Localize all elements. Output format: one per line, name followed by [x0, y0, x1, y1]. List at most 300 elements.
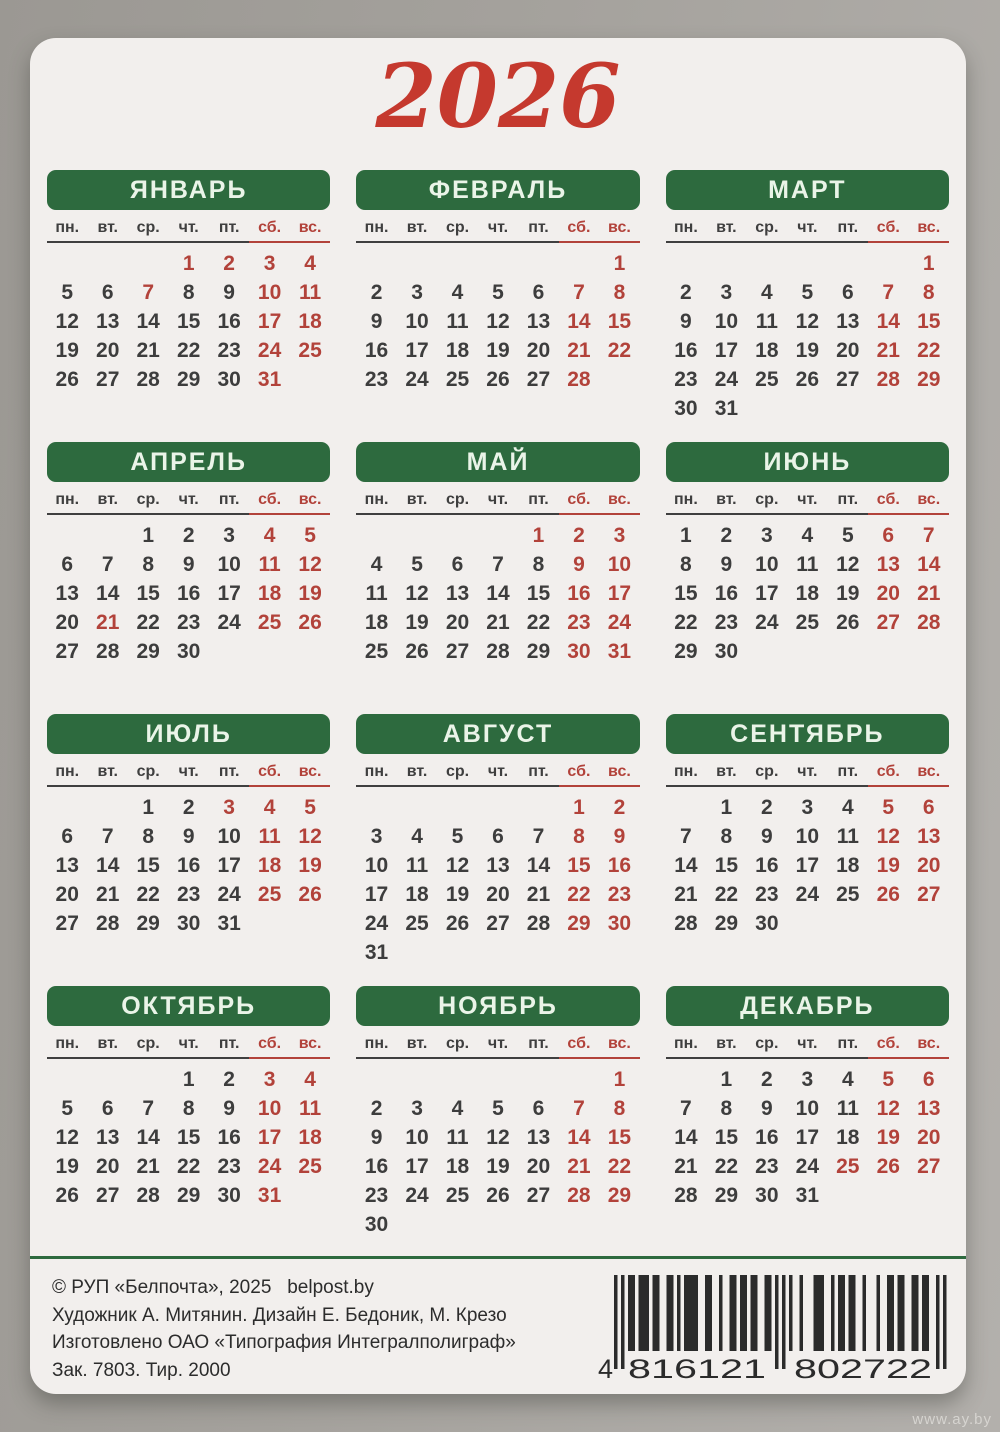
day-cell: 31: [714, 396, 739, 420]
weekday-label: чт.: [478, 491, 518, 515]
barcode-digits: 816121: [628, 1354, 766, 1383]
day-cell: 22: [136, 610, 160, 634]
empty-cell: [868, 249, 908, 278]
barcode-digits: 802722: [794, 1354, 932, 1383]
day-cell: 7: [573, 280, 585, 304]
day-cell: 9: [720, 552, 733, 576]
day-cell: 25: [445, 367, 470, 391]
day-cell: 18: [298, 309, 322, 333]
day-cell: 9: [761, 1096, 773, 1120]
day-cell: 10: [795, 824, 819, 848]
day-cell: 15: [607, 309, 632, 333]
day-cell: 29: [176, 367, 201, 391]
day-cell: 11: [258, 552, 281, 576]
day-cell: 20: [876, 581, 900, 605]
empty-cell: [518, 1065, 558, 1094]
day-cell: 9: [223, 1096, 235, 1120]
day-cell: 11: [298, 1096, 322, 1120]
weekday-label: сб.: [868, 219, 908, 243]
day-cell: 13: [917, 1096, 941, 1120]
weekday-label: вт.: [87, 491, 127, 515]
empty-cell: [356, 521, 396, 550]
empty-cell: [128, 1065, 168, 1094]
weekday-label: ср.: [437, 1035, 477, 1059]
day-cell: 3: [761, 523, 773, 547]
day-cell: 9: [680, 309, 692, 333]
day-cell: 7: [532, 824, 545, 848]
weekday-label: ср.: [747, 763, 787, 787]
day-cell: 24: [257, 1154, 282, 1178]
day-cell: 15: [917, 309, 941, 333]
year-title: 2026: [375, 44, 621, 148]
day-cell: 16: [176, 581, 201, 605]
day-cell: 3: [223, 523, 235, 547]
day-cell: 4: [801, 523, 814, 547]
day-cell: 28: [96, 639, 120, 663]
day-cell: 22: [714, 882, 739, 906]
month-block-10: [47, 986, 330, 1258]
empty-cell: [356, 1065, 396, 1094]
day-cell: 26: [836, 610, 860, 634]
credits-line: Изготовлено ОАО «Типография Интегралполиграф»: [52, 1332, 516, 1353]
days-grid: [47, 249, 330, 394]
weekday-label: пт.: [209, 491, 249, 515]
credits-line: Художник А. Митянин. Дизайн Е. Бедоник, М. Крезо: [52, 1304, 507, 1326]
day-cell: 26: [795, 367, 819, 391]
day-cell: 10: [755, 552, 779, 576]
day-cell: 7: [680, 1096, 692, 1120]
month-block-7: [47, 714, 330, 986]
empty-cell: [666, 249, 706, 278]
empty-cell: [478, 1065, 518, 1094]
day-cell: 20: [55, 610, 79, 634]
day-cell: 28: [96, 911, 120, 935]
day-cell: 23: [176, 882, 201, 906]
day-cell: 16: [755, 853, 779, 877]
empty-cell: [397, 521, 437, 550]
day-cell: 5: [304, 795, 316, 819]
day-cell: 4: [304, 251, 316, 275]
day-cell: 11: [836, 1096, 859, 1120]
month-title: НОЯБРЬ: [356, 986, 639, 1026]
weekday-label: пн.: [356, 491, 396, 515]
day-cell: 15: [714, 1125, 739, 1149]
empty-cell: [518, 249, 558, 278]
empty-cell: [478, 521, 518, 550]
watermark: www.ay.by: [912, 1411, 992, 1428]
day-cell: 14: [96, 853, 120, 877]
day-cell: 24: [755, 610, 779, 634]
day-cell: 4: [451, 280, 464, 304]
day-cell: 24: [607, 610, 632, 634]
empty-cell: [47, 1065, 87, 1094]
day-cell: 26: [876, 1154, 900, 1178]
weekday-label: чт.: [787, 219, 827, 243]
day-cell: 25: [257, 610, 282, 634]
day-cell: 13: [917, 824, 941, 848]
day-cell: 1: [613, 251, 626, 275]
day-cell: 22: [607, 338, 632, 362]
day-cell: 22: [526, 610, 551, 634]
month-block-1: [47, 170, 330, 442]
day-cell: 28: [917, 610, 941, 634]
day-cell: 30: [567, 639, 591, 663]
day-cell: 21: [136, 1154, 160, 1178]
day-cell: 19: [795, 338, 819, 362]
day-cell: 17: [795, 1125, 819, 1149]
day-cell: 21: [486, 610, 510, 634]
day-cell: 7: [492, 552, 504, 576]
weekday-label: пн.: [47, 763, 87, 787]
day-cell: 23: [176, 610, 201, 634]
day-cell: 29: [567, 911, 591, 935]
day-cell: 23: [607, 882, 632, 906]
day-cell: 20: [526, 1154, 551, 1178]
footer: [30, 1266, 966, 1394]
day-cell: 11: [298, 280, 322, 304]
footer-divider: [30, 1256, 966, 1259]
month-title: МАЙ: [356, 442, 639, 482]
day-cell: 3: [720, 280, 733, 304]
day-cell: 2: [370, 1096, 383, 1120]
day-cell: 19: [486, 338, 510, 362]
day-cell: 17: [257, 1125, 282, 1149]
weekday-label: пн.: [666, 491, 706, 515]
day-cell: 25: [405, 911, 429, 935]
day-cell: 3: [411, 280, 423, 304]
barcode-digits: 4: [598, 1354, 614, 1383]
weekday-label: вс.: [290, 1035, 330, 1059]
day-cell: 15: [176, 309, 201, 333]
weekday-label: пн.: [666, 763, 706, 787]
days-grid: [666, 793, 949, 938]
credits: [52, 1274, 570, 1384]
day-cell: 6: [922, 795, 935, 819]
day-cell: 15: [567, 853, 591, 877]
credits-line: © РУП «Белпочта», 2025 belpost.by: [52, 1277, 374, 1298]
day-cell: 7: [882, 280, 895, 304]
day-cell: 13: [96, 309, 120, 333]
day-cell: 19: [876, 853, 900, 877]
weekday-label: вс.: [599, 219, 639, 243]
weekday-label: вс.: [909, 219, 949, 243]
day-cell: 27: [55, 911, 79, 935]
weekday-row: [356, 491, 639, 515]
days-grid: [47, 793, 330, 938]
calendar-card: [30, 38, 966, 1394]
empty-cell: [128, 249, 168, 278]
month-title: ИЮНЬ: [666, 442, 949, 482]
day-cell: 9: [370, 1125, 383, 1149]
month-title: ДЕКАБРЬ: [666, 986, 949, 1026]
empty-cell: [437, 249, 477, 278]
day-cell: 23: [755, 1154, 779, 1178]
day-cell: 19: [55, 1154, 79, 1178]
weekday-label: вт.: [706, 1035, 746, 1059]
day-cell: 24: [405, 367, 429, 391]
day-cell: 1: [613, 1067, 626, 1091]
empty-cell: [47, 249, 87, 278]
day-cell: 5: [492, 280, 504, 304]
day-cell: 20: [917, 853, 941, 877]
day-cell: 12: [795, 309, 819, 333]
weekday-label: чт.: [168, 763, 208, 787]
empty-cell: [559, 1065, 599, 1094]
month-block-11: [356, 986, 639, 1258]
weekday-label: сб.: [249, 219, 289, 243]
weekday-label: сб.: [559, 491, 599, 515]
day-cell: 30: [176, 639, 201, 663]
credits-line: Зак. 7803. Тир. 2000: [52, 1359, 231, 1381]
month-title: ОКТЯБРЬ: [47, 986, 330, 1026]
month-title: ФЕВРАЛЬ: [356, 170, 639, 210]
weekday-row: [47, 763, 330, 787]
day-cell: 16: [714, 581, 739, 605]
weekday-label: сб.: [249, 1035, 289, 1059]
weekday-label: чт.: [168, 1035, 208, 1059]
empty-cell: [87, 793, 127, 822]
weekday-label: чт.: [787, 763, 827, 787]
day-cell: 30: [176, 911, 201, 935]
day-cell: 3: [411, 1096, 423, 1120]
weekday-label: чт.: [168, 491, 208, 515]
day-cell: 2: [573, 523, 585, 547]
empty-cell: [437, 1065, 477, 1094]
day-cell: 12: [55, 1125, 79, 1149]
day-cell: 9: [370, 309, 383, 333]
empty-cell: [397, 1065, 437, 1094]
day-cell: 12: [405, 581, 429, 605]
weekday-label: пт.: [209, 1035, 249, 1059]
day-cell: 24: [217, 610, 241, 634]
day-cell: 2: [761, 1067, 773, 1091]
day-cell: 25: [755, 367, 779, 391]
day-cell: 14: [526, 853, 551, 877]
month-title: ЯНВАРЬ: [47, 170, 330, 210]
day-cell: 3: [263, 1067, 276, 1091]
empty-cell: [706, 249, 746, 278]
day-cell: 18: [445, 1154, 470, 1178]
month-block-5: [356, 442, 639, 714]
day-cell: 16: [567, 581, 591, 605]
day-cell: 20: [486, 882, 510, 906]
day-cell: 6: [451, 552, 464, 576]
day-cell: 10: [364, 853, 389, 877]
weekday-label: вт.: [397, 1035, 437, 1059]
day-cell: 29: [136, 639, 160, 663]
day-cell: 19: [445, 882, 470, 906]
day-cell: 20: [917, 1125, 941, 1149]
month-block-4: [47, 442, 330, 714]
empty-cell: [47, 521, 87, 550]
day-cell: 16: [217, 1125, 241, 1149]
weekday-label: пт.: [828, 491, 868, 515]
day-cell: 1: [573, 795, 585, 819]
day-cell: 5: [882, 1067, 895, 1091]
empty-cell: [666, 1065, 706, 1094]
day-cell: 7: [680, 824, 692, 848]
day-cell: 22: [674, 610, 698, 634]
day-cell: 22: [607, 1154, 632, 1178]
day-cell: 10: [405, 309, 429, 333]
day-cell: 16: [607, 853, 632, 877]
month-title: АВГУСТ: [356, 714, 639, 754]
day-cell: 11: [796, 552, 819, 576]
day-cell: 3: [223, 795, 235, 819]
day-cell: 3: [801, 1067, 814, 1091]
weekday-label: сб.: [868, 1035, 908, 1059]
weekday-row: [47, 219, 330, 243]
weekday-label: вт.: [706, 491, 746, 515]
day-cell: 29: [136, 911, 160, 935]
day-cell: 24: [405, 1183, 429, 1207]
day-cell: 25: [836, 1154, 860, 1178]
day-cell: 11: [258, 824, 281, 848]
barcode-area: [570, 1274, 950, 1384]
barcode: [598, 1275, 950, 1383]
day-cell: 1: [532, 523, 545, 547]
days-grid: [666, 1065, 949, 1210]
day-cell: 22: [714, 1154, 739, 1178]
day-cell: 13: [486, 853, 510, 877]
day-cell: 14: [876, 309, 900, 333]
weekday-row: [356, 763, 639, 787]
day-cell: 12: [876, 824, 900, 848]
day-cell: 23: [364, 1183, 389, 1207]
day-cell: 5: [304, 523, 316, 547]
weekday-label: вт.: [87, 1035, 127, 1059]
day-cell: 20: [526, 338, 551, 362]
day-cell: 5: [61, 280, 74, 304]
day-cell: 28: [674, 911, 698, 935]
month-block-3: [666, 170, 949, 442]
weekday-label: вт.: [706, 219, 746, 243]
day-cell: 8: [922, 280, 935, 304]
day-cell: 29: [526, 639, 551, 663]
day-cell: 13: [876, 552, 900, 576]
empty-cell: [559, 249, 599, 278]
month-block-2: [356, 170, 639, 442]
day-cell: 6: [101, 280, 114, 304]
day-cell: 22: [567, 882, 591, 906]
day-cell: 9: [613, 824, 626, 848]
month-block-9: [666, 714, 949, 986]
weekday-row: [666, 219, 949, 243]
day-cell: 13: [526, 309, 551, 333]
weekday-row: [356, 1035, 639, 1059]
day-cell: 18: [257, 581, 282, 605]
day-cell: 15: [526, 581, 551, 605]
day-cell: 26: [445, 911, 470, 935]
day-cell: 19: [836, 581, 860, 605]
day-cell: 7: [573, 1096, 585, 1120]
day-cell: 26: [486, 1183, 510, 1207]
day-cell: 25: [445, 1183, 470, 1207]
day-cell: 20: [96, 338, 120, 362]
day-cell: 15: [674, 581, 698, 605]
day-cell: 11: [446, 309, 469, 333]
weekday-label: сб.: [559, 219, 599, 243]
day-cell: 19: [298, 853, 322, 877]
day-cell: 21: [567, 338, 591, 362]
day-cell: 12: [486, 1125, 510, 1149]
day-cell: 24: [795, 1154, 819, 1178]
day-cell: 5: [882, 795, 895, 819]
day-cell: 10: [217, 824, 241, 848]
empty-cell: [437, 793, 477, 822]
day-cell: 4: [841, 1067, 854, 1091]
day-cell: 17: [405, 338, 429, 362]
empty-cell: [397, 793, 437, 822]
day-cell: 26: [298, 882, 322, 906]
weekday-label: пн.: [356, 763, 396, 787]
day-cell: 25: [364, 639, 389, 663]
day-cell: 8: [142, 824, 155, 848]
day-cell: 4: [761, 280, 773, 304]
weekday-label: вс.: [909, 763, 949, 787]
day-cell: 17: [257, 309, 282, 333]
weekday-label: чт.: [168, 219, 208, 243]
weekday-label: пт.: [518, 219, 558, 243]
day-cell: 26: [405, 639, 429, 663]
day-cell: 18: [445, 338, 470, 362]
weekday-row: [47, 1035, 330, 1059]
day-cell: 21: [96, 610, 120, 634]
day-cell: 23: [364, 367, 389, 391]
day-cell: 25: [298, 1154, 322, 1178]
day-cell: 2: [370, 280, 383, 304]
day-cell: 11: [755, 309, 778, 333]
day-cell: 4: [304, 1067, 316, 1091]
day-cell: 24: [795, 882, 819, 906]
day-cell: 21: [96, 882, 120, 906]
day-cell: 18: [257, 853, 282, 877]
days-grid: [666, 521, 949, 666]
day-cell: 10: [257, 1096, 282, 1120]
day-cell: 5: [801, 280, 814, 304]
month-block-6: [666, 442, 949, 714]
empty-cell: [47, 793, 87, 822]
weekday-label: пт.: [828, 219, 868, 243]
day-cell: 17: [714, 338, 739, 362]
day-cell: 3: [370, 824, 383, 848]
day-cell: 14: [917, 552, 941, 576]
day-cell: 9: [223, 280, 235, 304]
weekday-label: сб.: [559, 1035, 599, 1059]
day-cell: 23: [567, 610, 591, 634]
weekday-label: сб.: [868, 491, 908, 515]
day-cell: 9: [761, 824, 773, 848]
empty-cell: [87, 1065, 127, 1094]
weekday-label: вс.: [599, 491, 639, 515]
weekday-label: пн.: [47, 491, 87, 515]
weekday-label: вс.: [909, 1035, 949, 1059]
day-cell: 24: [257, 338, 282, 362]
weekday-row: [356, 219, 639, 243]
day-cell: 18: [755, 338, 779, 362]
weekday-label: пн.: [666, 1035, 706, 1059]
day-cell: 8: [720, 824, 733, 848]
day-cell: 17: [795, 853, 819, 877]
day-cell: 6: [61, 824, 74, 848]
day-cell: 27: [836, 367, 860, 391]
day-cell: 2: [223, 251, 235, 275]
day-cell: 23: [714, 610, 739, 634]
weekday-label: пт.: [518, 1035, 558, 1059]
day-cell: 2: [680, 280, 692, 304]
day-cell: 27: [486, 911, 510, 935]
day-cell: 21: [567, 1154, 591, 1178]
